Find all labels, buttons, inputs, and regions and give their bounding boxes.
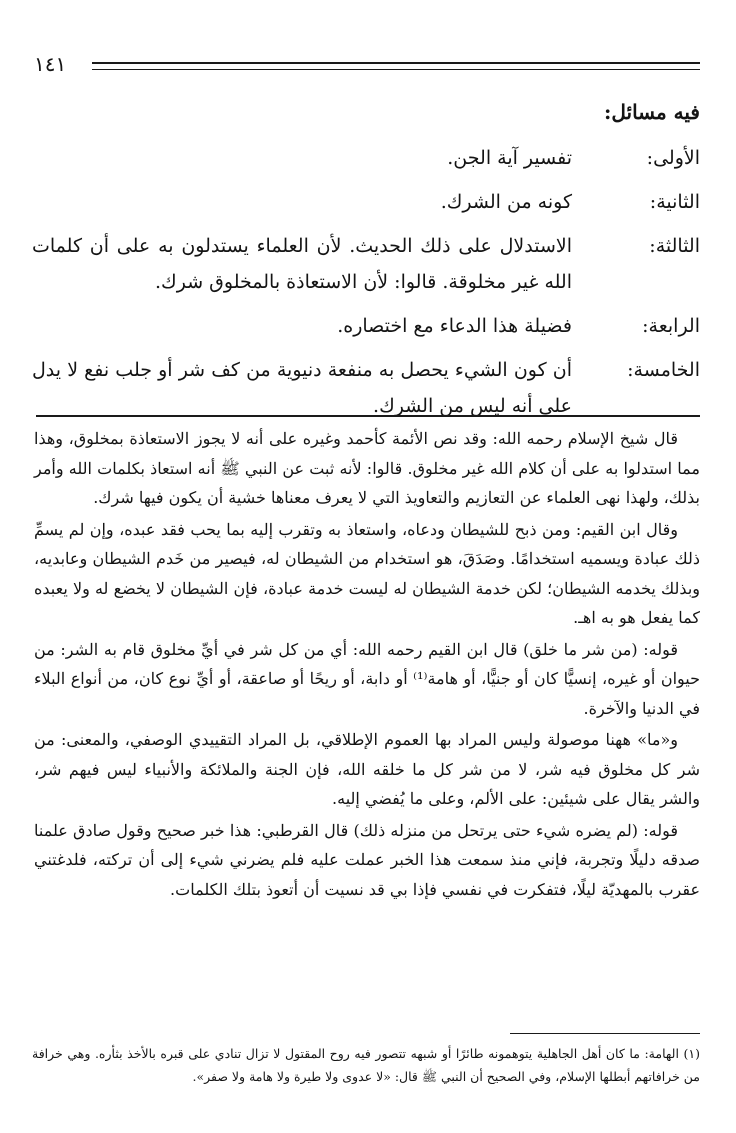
header-rule (92, 62, 700, 70)
commentary-paragraph: و«ما» ههنا موصولة وليس المراد بها العموم الإطلاقي، بل المراد التقييدي الوصفي، والمعنى: من شر كل مخلوق فيه شر، لا من شر كل ما خلقه الله، فإن الجنة والملائكة والأنبياء ليس فيهم شر، والشر يقال على شيئين: على الألم، وعلى ما يُفضي إليه. (34, 730, 700, 808)
section-divider (36, 415, 700, 417)
issues-list (32, 140, 700, 432)
commentary-paragraph: قال شيخ الإسلام رحمه الله: وقد نص الأئمة كأحمد وغيره على أنه لا يجوز الاستعاذة بمخلوق، وهذا مما استدلوا به على أن كلام الله غير مخلوق. قالوا: لأنه ثبت عن النبي ﷺ أنه استعاذ بكلمات الله وأمر بذلك، ولهذا نهى العلماء عن التعازيم والتعاويذ التي لا يعرف معناها خشية أن يكون فيها شرك. (34, 429, 700, 507)
issue-label: الأولى: (646, 147, 700, 169)
issue-text: أن كون الشيء يحصل به منفعة دنيوية من كف شر أو جلب نفع لا يدل على أنه ليس من الشرك. (32, 359, 572, 417)
issue-item (32, 352, 700, 424)
issue-text: فضيلة هذا الدعاء مع اختصاره. (337, 315, 572, 337)
issue-item (32, 308, 700, 344)
issue-label: الثالثة: (649, 235, 700, 257)
issue-label: الثانية: (649, 191, 700, 213)
issue-text: كونه من الشرك. (440, 191, 572, 213)
issue-label: الرابعة: (642, 315, 700, 337)
footnote-divider (510, 1033, 700, 1034)
issue-label: الخامسة: (627, 359, 700, 381)
section-title: فيه مسائل: (603, 100, 700, 124)
issue-text: تفسير آية الجن. (447, 147, 572, 169)
issue-item (32, 140, 700, 176)
footnote: (١) الهامة: ما كان أهل الجاهلية يتوهمونه طائرًا أو شبهه تتصور فيه روح المقتول لا تزال تنادي على قبره بالأخذ بثأره. وهي خرافة من خرافاتهم أبطلها الإسلام، وفي الصحيح أن النبي ﷺ قال: «لا عدوى ولا طيرة ولا هامة ولا صفر». (32, 1046, 700, 1084)
issue-item (32, 228, 700, 300)
issue-text: الاستدلال على ذلك الحديث. لأن العلماء يستدلون به على أن كلمات الله غير مخلوقة. قالوا: لأن الاستعاذة بالمخلوق شرك. (32, 235, 572, 293)
page-number: ١٤١ (34, 52, 67, 76)
commentary-paragraph: وقال ابن القيم: ومن ذبح للشيطان ودعاه، واستعاذ به وتقرب إليه بما يحب فقد عبده، وإن لم يسمِّ ذلك عبادة ويسميه استخدامًا. وصَدَقَ، هو استخدام من الشيطان له، فيصير من خَدم الشيطان وعابديه، وبذلك يخدمه الشيطان؛ لكن خدمة الشيطان له ليست خدمة عبادة، فإن الشيطان لا يخضع له ولا يعبده كما يفعل هو به اهـ. (34, 519, 700, 627)
commentary (34, 424, 700, 906)
commentary-paragraph: قوله: (لم يضره شيء حتى يرتحل من منزله ذلك) قال القرطبي: هذا خبر صحيح وقول صادق علمنا صدقه دليلًا وتجربة، فإني منذ سمعت هذا الخبر عملت عليه فلم يضرني شيء إلى أن تركته، فلدغتني عقرب بالمهديّة ليلًا، فتفكرت في نفسي فإذا بي قد نسيت أن أتعوذ بتلك الكلمات. (34, 820, 700, 899)
commentary-paragraph: قوله: (من شر ما خلق) قال ابن القيم رحمه الله: أي من كل شر في أيِّ مخلوق قام به الشر: من حيوان أو غيره، إنسيًّا كان أو جنيًّا، أو هامة⁽¹⁾ أو دابة، أو ريحًا أو صاعقة، أو أيِّ نوع كان، من أنواع البلاء في الدنيا والآخرة. (34, 639, 701, 718)
issue-item (32, 184, 700, 220)
